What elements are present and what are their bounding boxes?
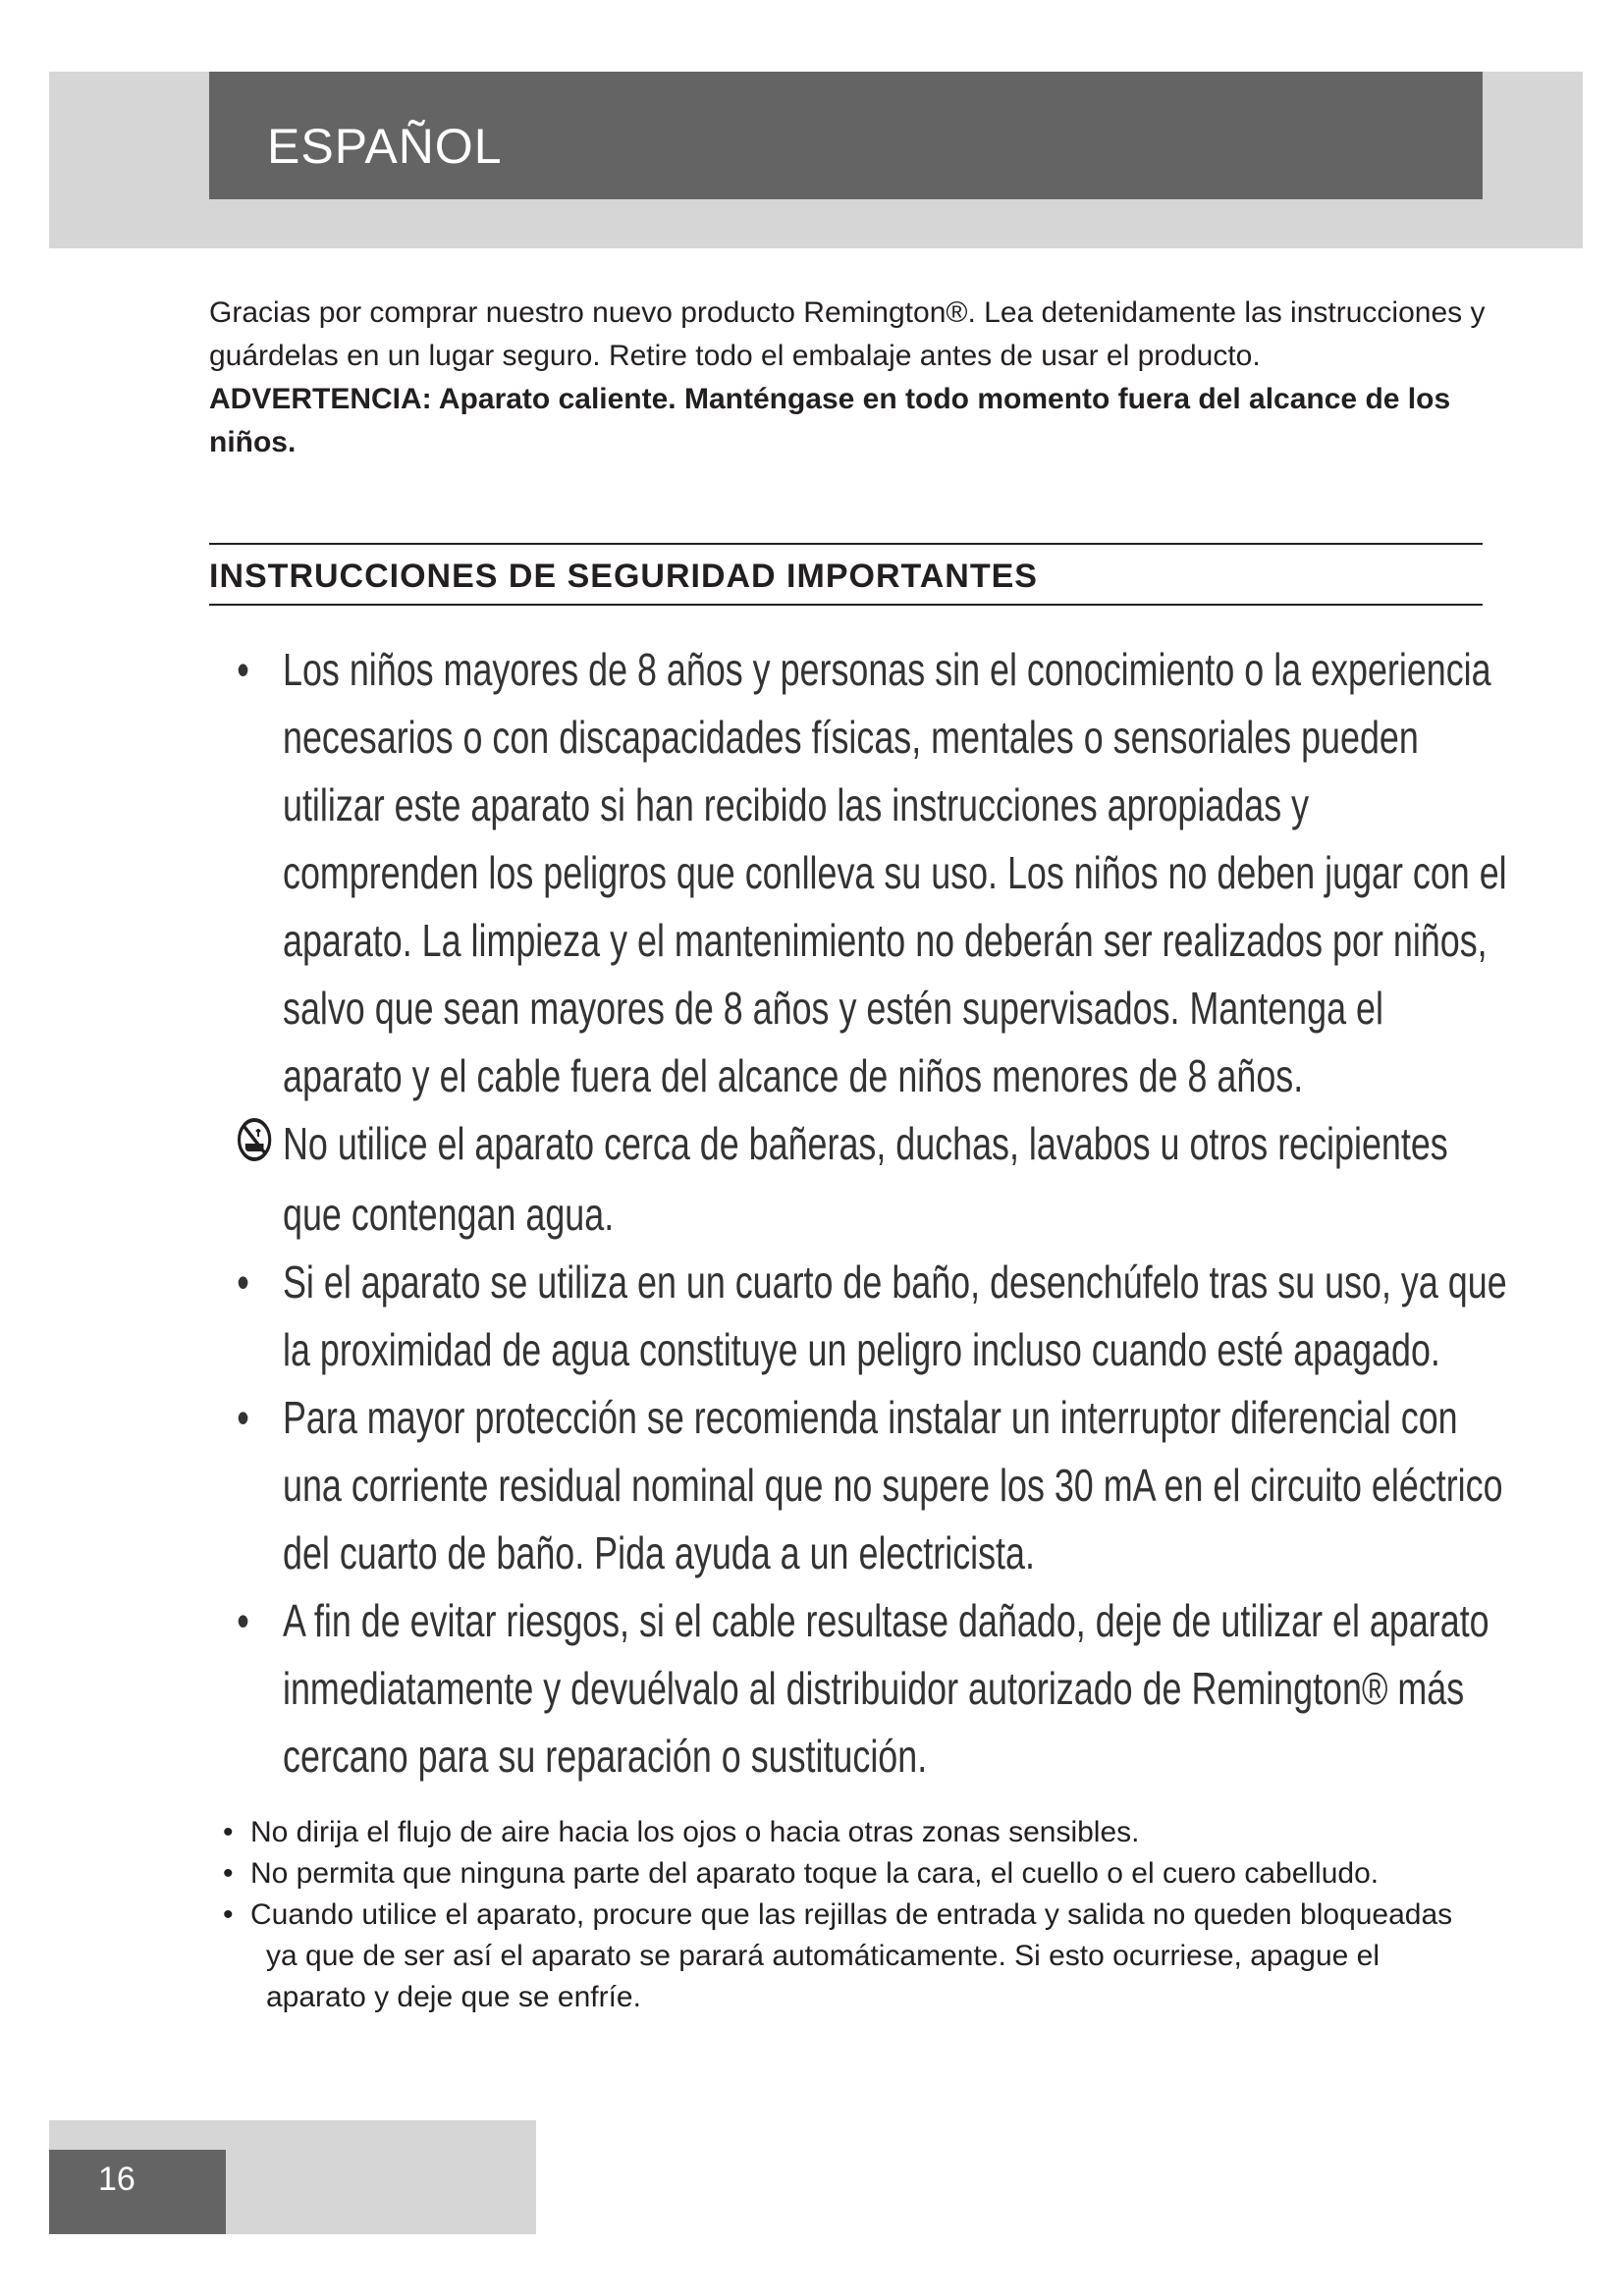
bullet: •: [237, 1595, 249, 1647]
safety-item-bathroom: [206, 1249, 1508, 1384]
safety-item-text: Si el aparato se utiliza en un cuarto de baño, desenchúfelo tras su uso, ya que la proximidad de agua constituye un peligro incluso cuando esté apagado.: [283, 1256, 1507, 1376]
bullet: •: [223, 1816, 234, 1848]
usage-item-text: No dirija el flujo de aire hacia los ojos o hacia otras zonas sensibles.: [250, 1816, 1140, 1848]
section-rule-bottom: [209, 604, 1483, 606]
safety-item-cable: [206, 1587, 1508, 1790]
safety-item-text: Para mayor protección se recomienda instalar un interruptor diferencial con una corriente residual nominal que no supere los 30 mA en el circuito eléctrico del cuarto de baño. Pida ayuda a un electricista.: [283, 1392, 1503, 1579]
bullet: •: [223, 1898, 234, 1931]
usage-item-text: No permita que ninguna parte del aparato toque la cara, el cuello o el cuero cabelludo.: [250, 1857, 1380, 1890]
section-title: INSTRUCCIONES DE SEGURIDAD IMPORTANTES: [209, 558, 1038, 595]
page-number: 16: [98, 2161, 135, 2198]
usage-item: [209, 1853, 1486, 1895]
page-number-tab: [49, 2150, 226, 2234]
usage-item: [209, 1895, 1486, 2018]
section-rule-top: [209, 543, 1483, 545]
safety-item-text: Los niños mayores de 8 años y personas sin el conocimiento o la experiencia necesarios o con discapacidades físicas, mentales o sensoriales pueden utilizar este aparato si han recibido las instrucciones apropiadas y comprenden los peligros que conlleva su uso. Los niños no deben jugar con el aparato. La limpieza y el mantenimiento no deberán ser realizados por niños, salvo que sean mayores de 8 años y estén supervisados. Mantenga el aparato y el cable fuera del alcance de niños menores de 8 años.: [283, 644, 1507, 1101]
safety-list: [206, 636, 1508, 1790]
intro-text: Gracias por comprar nuestro nuevo producto Remington®. Lea detenidamente las instrucciones y guárdelas en un lugar seguro. Retire todo el embalaje antes de usar el producto.: [209, 296, 1486, 372]
safety-item-children: [206, 636, 1508, 1110]
bullet: •: [237, 1256, 249, 1308]
bullet: •: [237, 1392, 249, 1444]
usage-list: [209, 1812, 1486, 2018]
usage-item: [209, 1812, 1486, 1853]
intro-block: [209, 292, 1486, 464]
safety-item-rcd: [206, 1384, 1508, 1587]
bullet: •: [223, 1857, 234, 1890]
safety-item-text: A fin de evitar riesgos, si el cable resultase dañado, deje de utilizar el aparato inmediatamente y devuélvalo al distribuidor autorizado de Remington® más cercano para su reparación o sustitución.: [283, 1595, 1489, 1783]
usage-item-text: Cuando utilice el aparato, procure que las rejillas de entrada y salida no queden bloqueadas ya que de ser así el aparato se parará automáticamente. Si esto ocurriese, apague el aparato y deje que se enfríe.: [250, 1898, 1453, 2013]
no-water-icon: [237, 1113, 283, 1181]
bullet: •: [237, 644, 249, 695]
safety-item-text: No utilice el aparato cerca de bañeras, duchas, lavabos u otros recipientes que contengan agua.: [283, 1118, 1448, 1241]
safety-item-water: [206, 1110, 1508, 1249]
warning-text: ADVERTENCIA: Aparato caliente. Manténgase en todo momento fuera del alcance de los niños.: [209, 383, 1451, 458]
page-language-title: ESPAÑOL: [267, 119, 503, 174]
